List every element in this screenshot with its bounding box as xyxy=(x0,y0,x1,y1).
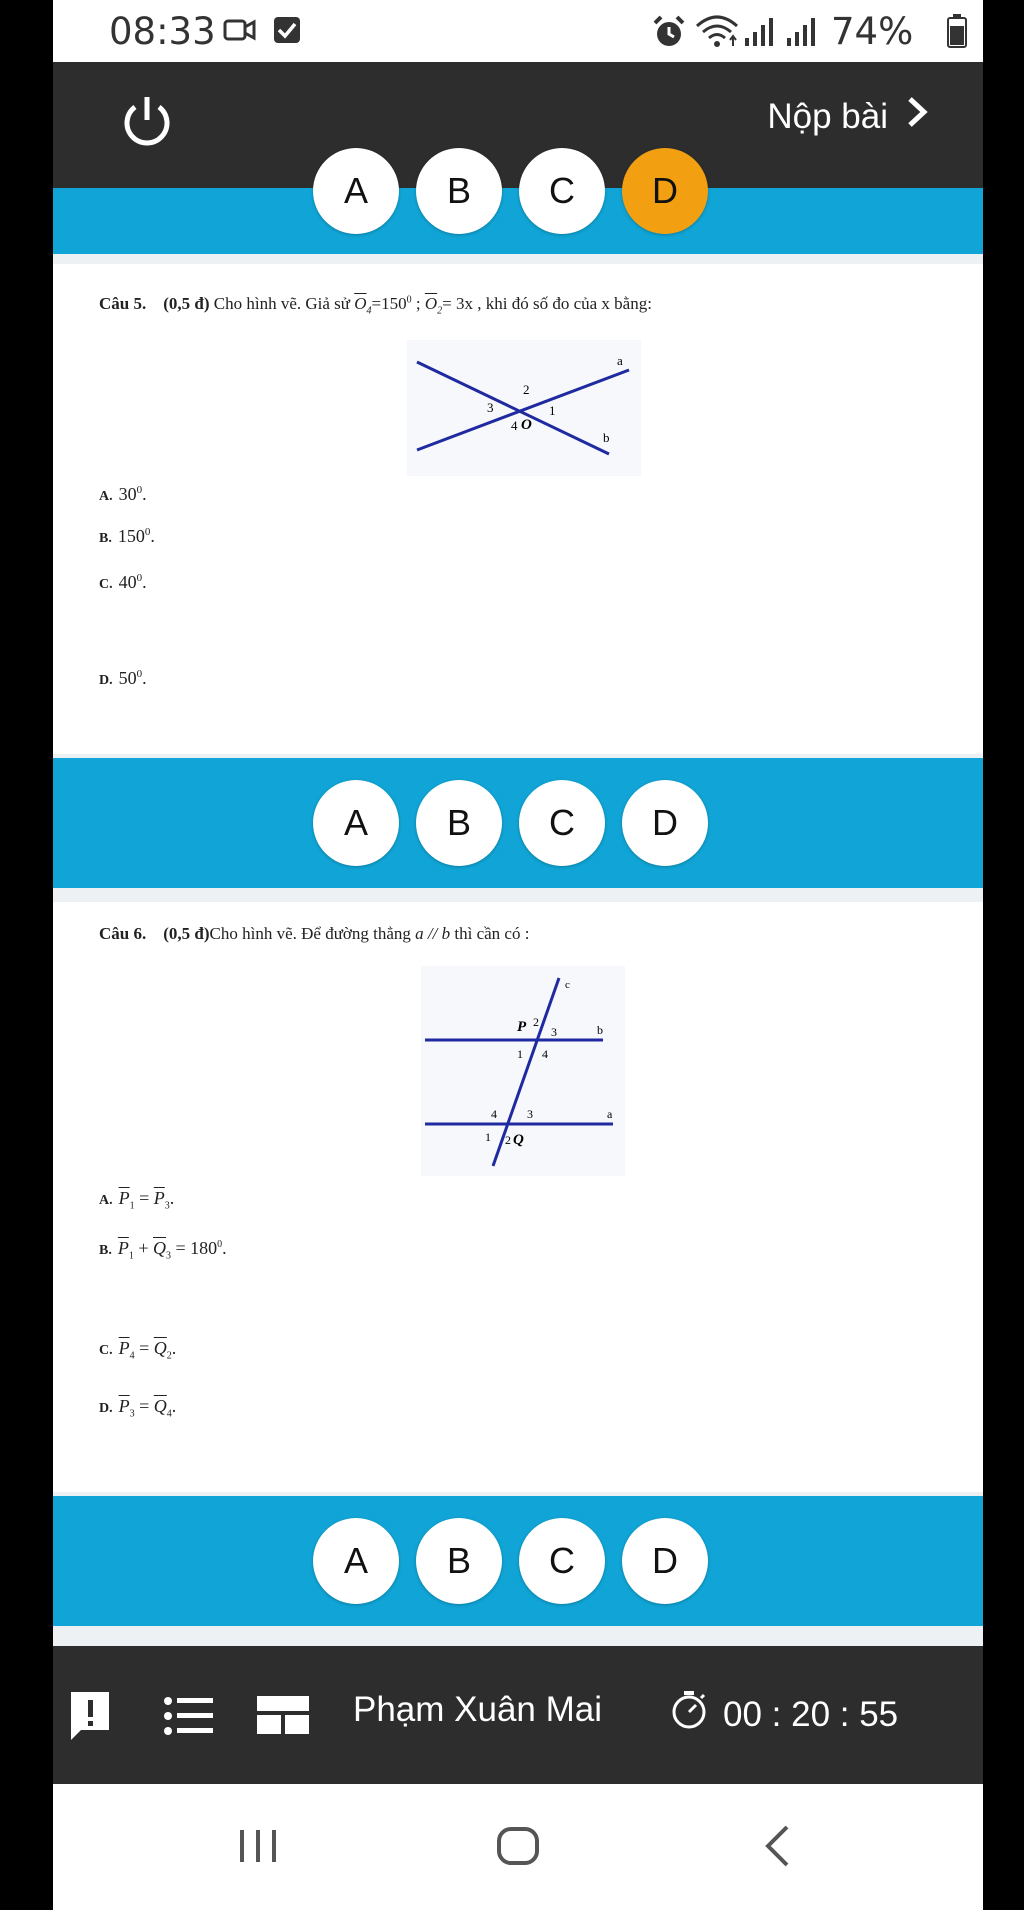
svg-text:1: 1 xyxy=(485,1130,491,1144)
answer-bar-q4 xyxy=(53,170,983,254)
svg-text:a: a xyxy=(607,1107,613,1121)
choice-c: C. $\overline{P}_4 = \overline{Q}_2$. xyxy=(99,1338,177,1362)
svg-text:b: b xyxy=(603,430,610,445)
chevron-right-icon xyxy=(906,96,928,137)
choice-c: C. $40^0$. xyxy=(99,572,147,592)
option-d-button[interactable]: D xyxy=(622,780,708,866)
alarm-icon xyxy=(651,14,687,55)
svg-text:b: b xyxy=(597,1023,603,1037)
choice-a: A. $30^0$. xyxy=(99,484,147,504)
svg-text:a: a xyxy=(617,353,623,368)
svg-text:P: P xyxy=(517,1019,527,1035)
battery-percent: 74% xyxy=(831,10,914,53)
question-list-icon[interactable] xyxy=(163,1696,215,1741)
svg-text:2: 2 xyxy=(523,382,530,397)
answer-bar-q5 xyxy=(53,758,983,888)
svg-text:1: 1 xyxy=(549,403,556,418)
back-icon[interactable] xyxy=(763,1824,791,1873)
svg-text:4: 4 xyxy=(511,418,518,433)
answer-bar-q6 xyxy=(53,1496,983,1626)
option-a-button[interactable]: A xyxy=(313,1518,399,1604)
choice-b: B. $\overline{P}_1 + \overline{Q}_3 = 180^0$. xyxy=(99,1238,227,1262)
svg-text:c: c xyxy=(565,979,570,991)
svg-text:Q: Q xyxy=(513,1132,524,1148)
question-text: Câu 6. (0,5 đ)Cho hình vẽ. Để đường thẳng a // b thì cần có : xyxy=(99,924,530,943)
battery-icon xyxy=(947,14,967,53)
figure-parallel-lines xyxy=(421,966,625,1181)
report-icon[interactable] xyxy=(69,1690,111,1749)
app-header xyxy=(53,62,983,188)
submit-label: Nộp bài xyxy=(767,96,888,136)
choice-a: A. $\overline{P}_1 = \overline{P}_3$. xyxy=(99,1188,175,1212)
figure-crossing-lines xyxy=(407,340,641,481)
svg-text:3: 3 xyxy=(527,1107,533,1121)
svg-text:O: O xyxy=(521,417,532,433)
timer-icon xyxy=(671,1690,707,1739)
option-b-button[interactable]: B xyxy=(416,148,502,234)
phone-screen xyxy=(53,0,983,1910)
svg-text:3: 3 xyxy=(487,400,494,415)
status-bar xyxy=(53,0,983,62)
home-icon[interactable] xyxy=(496,1826,540,1871)
question-card-6 xyxy=(53,902,983,1492)
svg-text:2: 2 xyxy=(505,1133,511,1147)
option-a-button[interactable]: A xyxy=(313,780,399,866)
question-card-5 xyxy=(53,264,983,754)
option-b-button[interactable]: B xyxy=(416,780,502,866)
option-c-button[interactable]: C xyxy=(519,148,605,234)
svg-text:4: 4 xyxy=(542,1047,548,1061)
submit-button[interactable] xyxy=(767,96,928,137)
svg-text:4: 4 xyxy=(491,1107,497,1121)
option-d-button[interactable]: D xyxy=(622,1518,708,1604)
power-icon[interactable] xyxy=(121,94,173,155)
svg-text:1: 1 xyxy=(517,1047,523,1061)
wifi-icon xyxy=(695,14,739,53)
signal-icon-1 xyxy=(743,16,777,53)
exam-timer xyxy=(671,1690,898,1739)
choice-d: D. $50^0$. xyxy=(99,668,147,688)
svg-text:3: 3 xyxy=(551,1025,557,1039)
question-list[interactable] xyxy=(53,170,983,1646)
exam-footer-bar xyxy=(53,1646,983,1784)
option-b-button[interactable]: B xyxy=(416,1518,502,1604)
checkbox-notification-icon xyxy=(273,16,301,49)
signal-icon-2 xyxy=(785,16,819,53)
video-record-icon xyxy=(223,16,257,49)
question-text: Câu 5. (0,5 đ) Cho hình vẽ. Giả sử $\overline{O}_4=150^0$ ; $\overline{O}_2= 3x$ , khi đó số đo của x bằng: xyxy=(99,294,652,317)
layout-icon[interactable] xyxy=(257,1696,309,1739)
android-nav-bar xyxy=(53,1784,983,1910)
status-time: 08:33 xyxy=(109,10,216,53)
timer-value: 00 : 20 : 55 xyxy=(723,1694,899,1734)
option-a-button[interactable]: A xyxy=(313,148,399,234)
student-name: Phạm Xuân Mai xyxy=(353,1690,603,1729)
recent-apps-icon[interactable] xyxy=(238,1828,278,1869)
choice-d: D. $\overline{P}_3 = \overline{Q}_4$. xyxy=(99,1396,177,1420)
option-c-button[interactable]: C xyxy=(519,780,605,866)
choice-b: B. $150^0$. xyxy=(99,526,155,546)
option-d-button-selected[interactable]: D xyxy=(622,148,708,234)
option-c-button[interactable]: C xyxy=(519,1518,605,1604)
svg-text:2: 2 xyxy=(533,1015,539,1029)
